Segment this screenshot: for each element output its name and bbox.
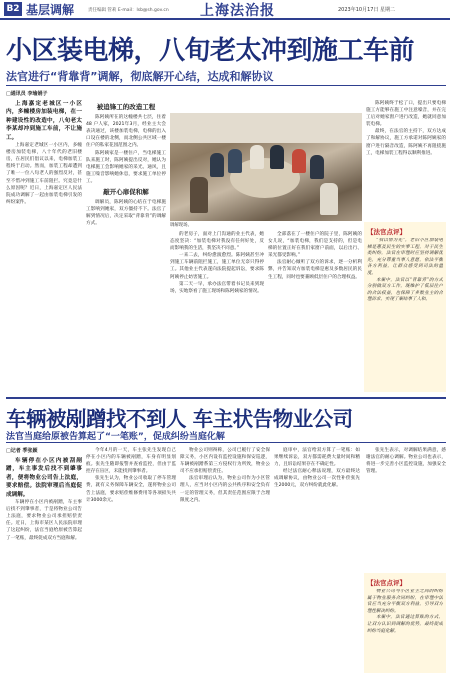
article1-col2 [86, 100, 166, 392]
article2-subheadline: 法官当庭给原被告算起了“一笔账”，促成纠纷当庭化解 [6, 432, 225, 442]
article1-col3 [170, 231, 264, 392]
article2-rule [6, 442, 446, 443]
article1-col3-p1: 的老房子，面对上门沟通的业主代表，她态度坚决：“加装电梯对我没有任何好处，反而影响我的生活，我坚决不同意。” [170, 232, 264, 252]
article1-col3-p2: 一来二去，纠纷愈演愈烈。陈阿姨甚至冲到施工车辆前阻拦施工，施工单位无奈只得停工。其他业主代表遂向法院提起诉讼，要求陈阿姨停止妨害施工。 [170, 253, 264, 280]
article2-lead: 车辆停在小区内被刮剐蹭，车主事发后找不到肇事者，便将物业公司告上法庭，要求赔偿。法院审理后当庭促成调解。 [6, 458, 82, 498]
article1-byline: □通讯员 李瑜娟子 [6, 91, 48, 97]
article2-col3-p1: 物业公司则辩称，公司已履行了安全保障义务，小区内设有监控设施和保安巡逻，车辆被剐蹭系第三方侵权行为所致，物业公司不应承担赔偿责任。 [180, 448, 270, 475]
article1-comment-title: 【法官点评】 [367, 228, 406, 236]
article2-col4-p1: 庭审中，法官给双方算了一笔账：如果继续诉讼，双方都需耗费大量时间和精力，且诉讼结果存在不确定性。 [274, 448, 360, 468]
section-title: 基层调解 [26, 3, 75, 17]
article2-col2-p1: 今年4月的一天，车主张先生发现自己停在小区内的车辆被剐蹭，车身有明显划痕。张先生随即报警并查看监控，但由于监控存在盲区，未能找到肇事者。 [86, 448, 176, 475]
newspaper-logo: 上海法治报 [200, 3, 275, 19]
article2-comment-title: 【法官点评】 [367, 579, 406, 587]
article2-col3 [180, 447, 270, 673]
article2-headline: 车辆被剐蹭找不到人 车主状告物业公司 [6, 407, 353, 431]
article2-comment-p2: 本案中，法官通过算账的方式，让双方认识到调解的优势，最终促成纠纷当庭化解。 [367, 615, 443, 634]
article1-col4-p2: 法官耐心倾听了双方的诉求，逐一分析利弊，并告知双方加装电梯是惠及多数居民的民生工程，同时也要兼顾低层住户的合理权益。 [268, 260, 362, 280]
article2-col5-p1: 张先生表示，对调解结果满意，感谢法官的耐心调解。物业公司也表示，将进一步完善小区监控设施，加强安全管理。 [366, 448, 446, 475]
article1-lead: 上海嘉定老城区一小区内，多幢楼房加装电梯，在一种建设性的改造中，八旬老太李某却冲到施工车前，不让施工。 [6, 101, 82, 141]
article1-col5 [366, 100, 446, 220]
article1-col5-p2: 最终，在法官的主持下，双方达成了和解协议，施工方承诺对陈阿姨家的窗户进行隔音改造，陈阿姨不再阻挠施工，电梯加装工程得以顺利推进。 [366, 129, 446, 156]
article1-col5-p1: 陈阿姨终于松了口，提出只要电梯施工方能够在施工中注意噪音，并在完工后对她家窗户进行改造，她就同意加装电梯。 [366, 101, 446, 128]
article1-col3-p3: 第二天一早，承办法官带着书记员来到现场，实地察看了施工现场和陈阿姨家的情况。 [170, 281, 264, 294]
issue-date: 2023年10月17日 星期二 [338, 7, 396, 13]
article1-col2-subhead: 被追锋工的改造工程 [96, 103, 156, 111]
article1-col2-p1: 陈阿姨所在的这幢楼共七层，住着 48 户人家，2021年3月，经业主大会表决通过，该楼加装电梯，电梯的出入口设在楼的北侧，而北侧公共区域一楼住户的私家花园范围之内。 [86, 115, 166, 149]
article1-photo [170, 113, 362, 221]
article1-col1 [6, 100, 82, 392]
editor-line: 责任编辑 管莉 E-mail：lsb@sh.gov.cn [88, 8, 169, 13]
article1-subheadline: 法官进行“背靠背”调解，彻底解开心结，达成和解协议 [6, 70, 274, 83]
page-number: B2 [4, 2, 22, 16]
article2-comment-box [364, 573, 446, 673]
article1-comment-p2: 本案中，法官以“背靠背”的方式分别做双方工作，既维护了低层住户的合法权益，也保障了多数业主的合理诉求，实现了案结事了人和。 [367, 277, 443, 303]
article1-col2b-subhead: 敲开心扉促和解 [103, 188, 149, 197]
article2-col2-p2: 张先生认为，物业公司收取了停车管理费，就有义务保障车辆安全，遂将物业公司告上法庭，要求赔偿维修费用等各项损失共计3000余元。 [86, 476, 176, 503]
article2-col4-p2: 经过法官耐心释法说理，双方最终达成调解协议，由物业公司一次性补偿张先生2000元，双方纠纷就此化解。 [274, 469, 360, 489]
article2-comment-p1: 物业公司与小区业主之间的纠纷属于物业服务合同纠纷，在审理中法官应当充分平衡双方利益，引导双方理性解决纠纷。 [367, 589, 443, 614]
article2-byline: □记者 季张颖 [6, 448, 38, 454]
article1-col4-p1: 全部落在了一楼住户的院子里，陈阿姨的女儿说，“加装电梯，我们是支持的，但是电梯的位置正好在我们家窗户前面，以后出行、采光都受影响。” [268, 232, 362, 259]
article1-comment-box [364, 222, 446, 392]
article2-col1-p1: 车辆停在小区内被剐蹭，车主事后找不到肇事者，于是将物业公司告上法庭，要求物业公司承担赔偿责任。近日，上海市某区人民法院审理了这起纠纷，法官当庭给原被告算起了一笔账，最终促成双方当庭和解。 [6, 500, 82, 541]
article1-rule [6, 85, 446, 86]
article2-col3-p2: 法官审理后认为，物业公司作为小区管理人，应当对小区内的公共秩序和安全负有一定的管理义务，但其责任范围应限于合理限度之内。 [180, 476, 270, 503]
article1-col2-p2: 陈阿姨家是一楼住户，当电梯施工队来施工时，陈阿姨提出反对，她认为电梯施工会影响她家的采光、通风，且施工噪音影响她休息，要求施工单位停工。 [86, 150, 166, 184]
article1-photo-caption: 调解现场。 [170, 223, 192, 228]
article1-col2b-p1: 调解员，陈阿姨的心结在于电梯施工影响到她家，双方僵持不下。法官了解到情况后，决定采取“背靠背”的调解方式。 [86, 200, 166, 227]
article1-headline: 小区装电梯，八旬老太冲到施工车前 [6, 36, 415, 66]
article2-col4 [274, 447, 360, 673]
article-divider [6, 397, 446, 399]
article1-col4 [268, 231, 362, 392]
article1-col1-p1: 上海嘉定老城区一小区内，多幢楼房加装电梯，八十年代的老旧楼房，在居民们倡议以来，电梯加装工程终于启动。然而，加装工程却遭到了唯一一位八旬老人的强烈反对，甚至不惜冲到施工车前阻拦。究竟是什么原因呢？近日，上海嘉定区人民法院成功调解了一起由加装电梯引发的纠纷案件。 [6, 143, 82, 205]
article2-col1 [6, 457, 82, 673]
article2-col2 [86, 447, 176, 673]
article1-comment-p1: “我以情为先”，老旧小区加装电梯是惠及民生的实事工程，对于民生类纠纷，法官在审理时应坚持调解优先，充分尊重当事人意愿，依法平衡各方利益，让群众感受到司法的温度。 [367, 238, 443, 276]
article2-col5 [366, 447, 446, 569]
